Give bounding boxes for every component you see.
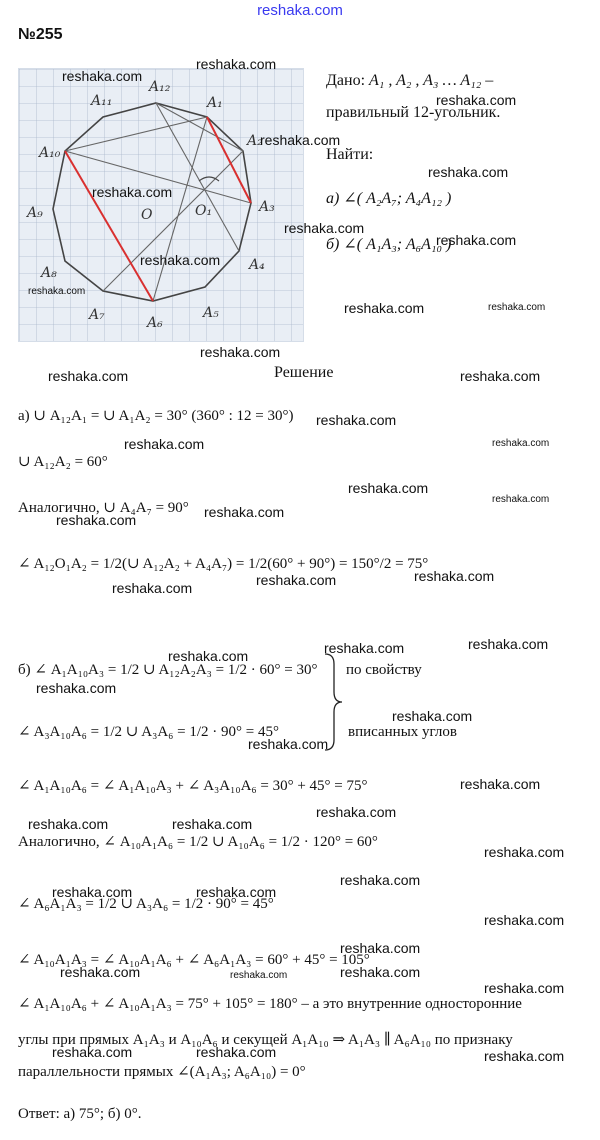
watermark: reshaka.com (140, 252, 221, 268)
label-a9: A₉ (27, 205, 43, 221)
watermark: reshaka.com (340, 964, 421, 980)
watermark: reshaka.com (36, 680, 117, 696)
watermark: reshaka.com (48, 368, 129, 384)
watermark: reshaka.com (492, 438, 550, 449)
watermark: reshaka.com (392, 708, 473, 724)
watermark: reshaka.com (460, 776, 541, 792)
watermark: reshaka.com (28, 286, 86, 297)
watermark: reshaka.com (492, 494, 550, 505)
given-label: Дано: (326, 72, 366, 89)
brace-text-line2: вписанных углов (348, 724, 457, 740)
solution-a-line2: ∪ A₁₂A₂ = 60° (18, 454, 108, 470)
watermark: reshaka.com (468, 636, 549, 652)
watermark: reshaka.com (230, 970, 288, 981)
brace-text-line1: по свойству (346, 662, 422, 678)
problem-number: №255 (18, 26, 63, 43)
label-a7: A₇ (89, 307, 105, 323)
polygon-drawing (19, 69, 303, 341)
watermark: reshaka.com (168, 648, 249, 664)
watermark: reshaka.com (260, 132, 341, 148)
find-item-a: а) ∠( A₂A₇; A₄A₁₂ ) (326, 190, 452, 207)
solution-b-line9: параллельности прямых ∠(A₁A₃; A₆A₁₀) = 0° (18, 1064, 306, 1080)
watermark: reshaka.com (56, 512, 137, 528)
watermark: reshaka.com (28, 816, 109, 832)
watermark: reshaka.com (340, 940, 421, 956)
find-item-b: б) ∠( A₁A₃; A₆A₁₀ ) (326, 236, 452, 253)
label-a5: A₅ (203, 305, 219, 321)
solution-b-line2: ∠ A₃A₁₀A₆ = 1/2 ∪ A₃A₆ = 1/2 · 90° = 45° (18, 724, 279, 740)
watermark: reshaka.com (284, 220, 365, 236)
watermark: reshaka.com (436, 232, 517, 248)
watermark: reshaka.com (484, 912, 565, 928)
watermark: reshaka.com (316, 412, 397, 428)
watermark: reshaka.com (460, 368, 541, 384)
label-a12: A₁₂ (149, 79, 171, 95)
label-a8: A₈ (41, 265, 57, 281)
watermark: reshaka.com (484, 844, 565, 860)
watermark: reshaka.com (172, 816, 253, 832)
label-center-o: O (141, 207, 153, 223)
watermark: reshaka.com (196, 56, 277, 72)
given-line2: правильный 12-угольник. (326, 104, 501, 121)
solution-b-line1: б) ∠ A₁A₁₀A₃ = 1/2 ∪ A₁₂A₂A₃ = 1/2 · 60° = 30° (18, 662, 318, 678)
watermark: reshaka.com (488, 302, 546, 313)
watermark: reshaka.com (324, 640, 405, 656)
solution-heading: Решение (274, 364, 334, 381)
given-vertices: A₁ , A₂ , A₃ … A₁₂ – (369, 72, 494, 89)
label-a1: A₁ (207, 95, 223, 111)
find-label: Найти: (326, 146, 374, 163)
watermark: reshaka.com (414, 568, 495, 584)
solution-b-line3: ∠ A₁A₁₀A₆ = ∠ A₁A₁₀A₃ + ∠ A₃A₁₀A₆ = 30° + 45° = 75° (18, 778, 368, 794)
watermark: reshaka.com (196, 1044, 277, 1060)
label-a6: A₆ (147, 315, 163, 331)
watermark: reshaka.com (124, 436, 205, 452)
solution-a-line3: Аналогично, ∪ A₄A₇ = 90° (18, 500, 189, 516)
watermark: reshaka.com (196, 884, 277, 900)
watermark: reshaka.com (484, 980, 565, 996)
solution-b-line6: ∠ A₁₀A₁A₃ = ∠ A₁₀A₁A₆ + ∠ A₆A₁A₃ = 60° + 45° = 105° (18, 952, 370, 968)
polygon-figure (18, 68, 304, 342)
watermark: reshaka.com (436, 92, 517, 108)
watermark: reshaka.com (344, 300, 425, 316)
watermark: reshaka.com (248, 736, 329, 752)
label-a2: A₂ (247, 133, 263, 149)
label-a3: A₃ (259, 199, 275, 215)
label-a10: A₁₀ (39, 145, 61, 161)
watermark: reshaka.com (52, 1044, 133, 1060)
site-header-link[interactable]: reshaka.com (257, 2, 343, 19)
watermark: reshaka.com (52, 884, 133, 900)
watermark: reshaka.com (428, 164, 509, 180)
watermark: reshaka.com (484, 1048, 565, 1064)
watermark: reshaka.com (200, 344, 281, 360)
answer-line: Ответ: а) 75°; б) 0°. (18, 1106, 142, 1122)
watermark: reshaka.com (340, 872, 421, 888)
watermark: reshaka.com (62, 68, 143, 84)
solution-a-line4: ∠ A₁₂O₁A₂ = 1/2(∪ A₁₂A₂ + A₄A₇) = 1/2(60° + 90°) = 150°/2 = 75° (18, 556, 429, 572)
watermark: reshaka.com (204, 504, 285, 520)
solution-a-line1: а) ∪ A₁₂A₁ = ∪ A₁A₂ = 30° (360° : 12 = 30°) (18, 408, 294, 424)
given-line1 (326, 72, 493, 90)
solution-b-line7: ∠ A₁A₁₀A₆ + ∠ A₁₀A₁A₃ = 75° + 105° = 180° – а это внутренние односторонние (18, 996, 522, 1012)
solution-b-line4: Аналогично, ∠ A₁₀A₁A₆ = 1/2 ∪ A₁₀A₆ = 1/2 · 120° = 60° (18, 834, 378, 850)
solution-b-line8: углы при прямых A₁A₃ и A₁₀A₆ и секущей A₁A₁₀ ⇒ A₁A₃ ∥ A₆A₁₀ по признаку (18, 1032, 513, 1048)
solution-b-line5: ∠ A₆A₁A₃ = 1/2 ∪ A₃A₆ = 1/2 · 90° = 45° (18, 896, 274, 912)
label-a4: A₄ (249, 257, 265, 273)
label-a11: A₁₁ (91, 93, 113, 109)
watermark: reshaka.com (60, 964, 141, 980)
watermark: reshaka.com (348, 480, 429, 496)
watermark: reshaka.com (256, 572, 337, 588)
watermark: reshaka.com (92, 184, 173, 200)
watermark: reshaka.com (316, 804, 397, 820)
watermark: reshaka.com (112, 580, 193, 596)
label-center-o1: O₁ (195, 203, 213, 219)
